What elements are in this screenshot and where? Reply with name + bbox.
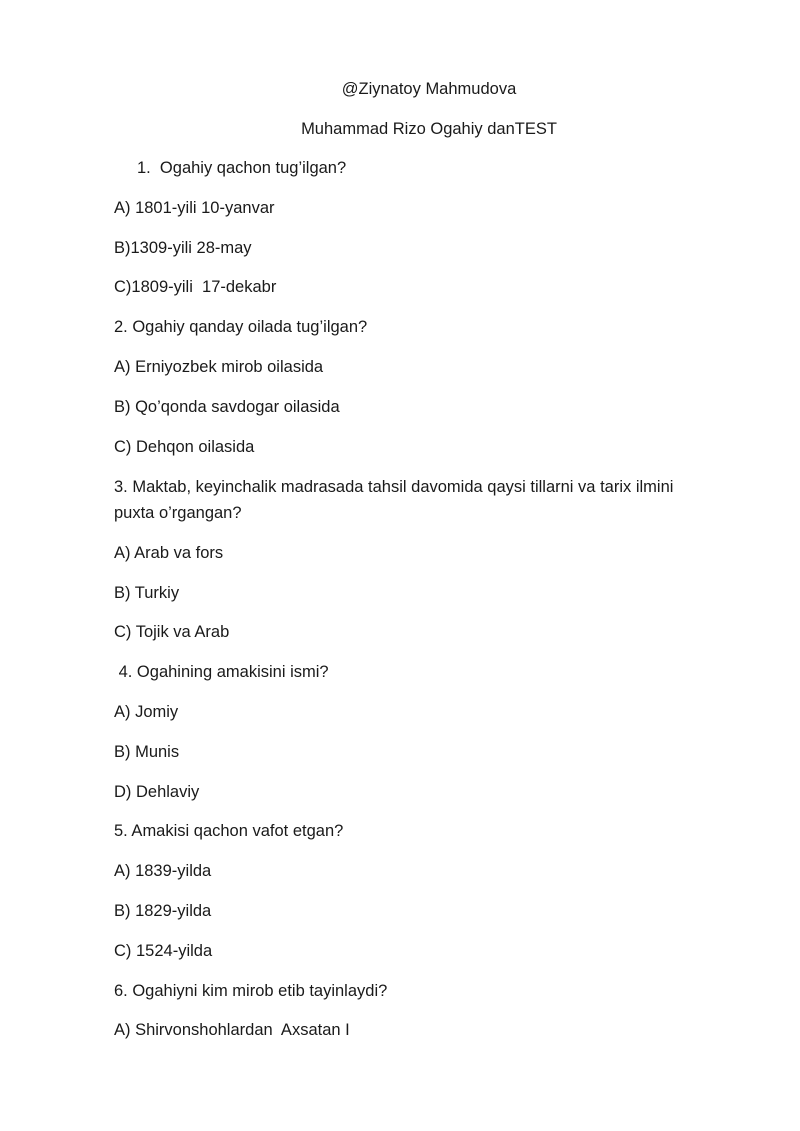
question-3-option-b: B) Turkiy <box>114 584 180 602</box>
question-2-option-c: C) Dehqon oilasida <box>114 438 255 456</box>
question-2-option-a: A) Erniyozbek mirob oilasida <box>114 358 324 376</box>
question-4-option-a: A) Jomiy <box>114 703 179 721</box>
question-5-option-a: A) 1839-yilda <box>114 862 212 880</box>
question-5: 5. Amakisi qachon vafot etgan? <box>114 822 344 840</box>
question-3-option-a: A) Arab va fors <box>114 544 224 562</box>
question-1-option-a: A) 1801-yili 10-yanvar <box>114 199 275 217</box>
question-3-option-c: C) Tojik va Arab <box>114 623 230 641</box>
question-2: 2. Ogahiy qanday oilada tug’ilgan? <box>114 318 368 336</box>
question-5-option-b: B) 1829-yilda <box>114 902 212 920</box>
question-4-option-b: B) Munis <box>114 743 180 761</box>
question-1: 1. Ogahiy qachon tug’ilgan? <box>137 159 347 177</box>
question-3: 3. Maktab, keyinchalik madrasada tahsil davomida qaysi tillarni va tarix ilmini puxta o’rgangan? <box>114 478 674 522</box>
question-1-option-b: B)1309-yili 28-may <box>114 239 252 257</box>
question-6: 6. Ogahiyni kim mirob etib tayinlaydi? <box>114 982 388 1000</box>
question-4-option-d: D) Dehlaviy <box>114 783 200 801</box>
author-line: @Ziynatoy Mahmudova <box>341 80 517 98</box>
question-4: 4. Ogahining amakisini ismi? <box>114 663 329 681</box>
document-title: Muhammad Rizo Ogahiy danTEST <box>301 120 557 138</box>
question-1-option-c: C)1809-yili 17-dekabr <box>114 278 277 296</box>
question-5-option-c: C) 1524-yilda <box>114 942 213 960</box>
question-6-option-a: A) Shirvonshohlardan Axsatan I <box>114 1021 350 1039</box>
question-2-option-b: B) Qo’qonda savdogar oilasida <box>114 398 340 416</box>
